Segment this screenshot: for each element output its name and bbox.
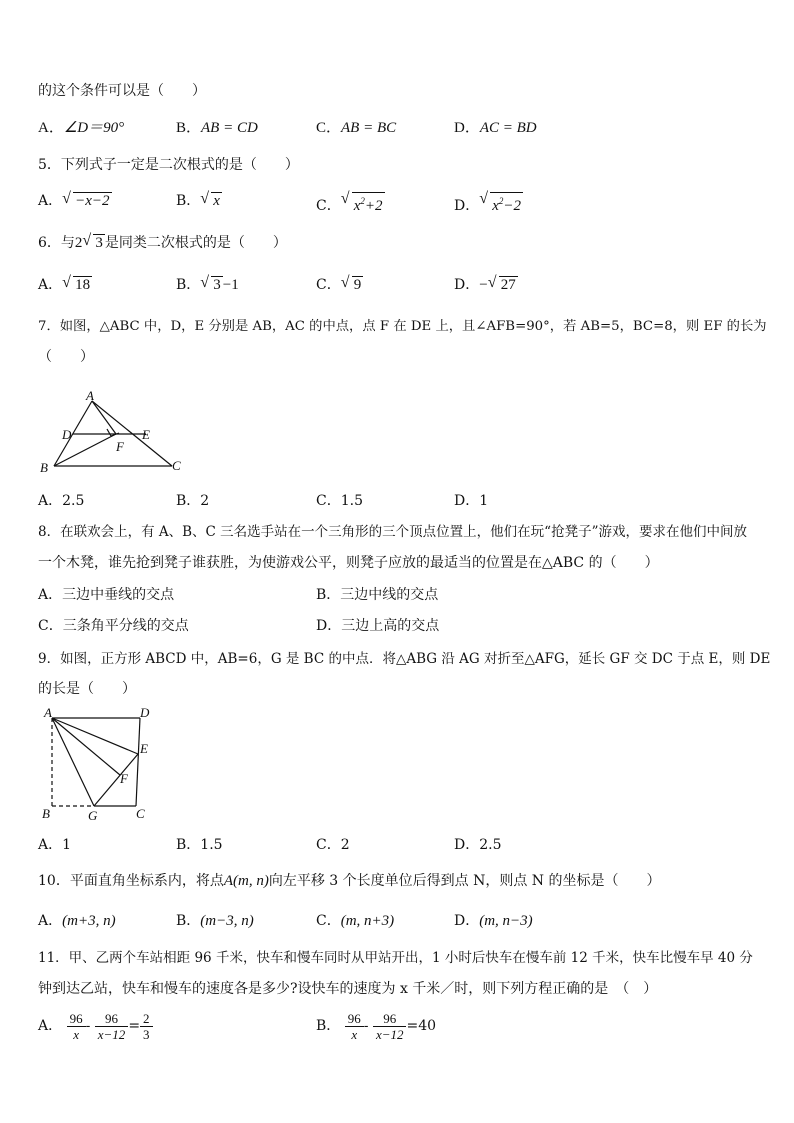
q8-stem-line1: 8．在联欢会上，有 A、B、C 三名选手站在一个三角形的三个顶点位置上，他们在玩“抢凳子”游戏，要求在他们中间放 bbox=[38, 524, 747, 540]
q9-label-g: G bbox=[88, 808, 98, 823]
q7-label-f: F bbox=[116, 439, 124, 454]
q7-option-d: D．1 bbox=[454, 493, 489, 509]
q9-label-a: A bbox=[44, 705, 52, 720]
q9-segment-ae bbox=[52, 718, 138, 754]
q7-label-d: D bbox=[62, 427, 72, 442]
q8-stem-line2: 一个木凳，谁先抢到凳子谁获胜，为使游戏公平，则凳子应放的最适当的位置是在△ABC 的（ ） bbox=[38, 555, 659, 571]
q11-option-a: A． $\frac{96}{x}$ - $\frac{96}{x-12}$ = $\frac{2}{3}$ bbox=[38, 1006, 153, 1046]
q9-segment-ge bbox=[94, 754, 138, 806]
q7-option-a: A．2.5 bbox=[38, 493, 85, 509]
q6-stem: 6．与2√ 3 是同类二次根式的是（ ） bbox=[38, 234, 287, 252]
q9-label-c: C bbox=[136, 806, 145, 821]
q10-stem: 10．平面直角坐标系内，将点A(m, n)向左平移 3 个长度单位后得到点 N，则点 N 的坐标是（ ） bbox=[38, 873, 661, 889]
q11-a-fraction-2: $\frac{96}{x-12}$ bbox=[95, 1011, 129, 1042]
q9-label-f: F bbox=[120, 771, 128, 786]
q9-segment-ag bbox=[52, 718, 94, 806]
q7-option-c: C．1.5 bbox=[316, 493, 363, 509]
q5-option-d: D．√ $x^2-2$ bbox=[454, 192, 523, 215]
q4-stem: 的这个条件可以是（ ） bbox=[38, 83, 206, 99]
q7-label-e: E bbox=[142, 427, 150, 442]
q4-option-d: D．AC = BD bbox=[454, 120, 537, 136]
q9-option-d: D．2.5 bbox=[454, 837, 502, 853]
q11-a-fraction-3: $\frac{2}{3}$ bbox=[140, 1011, 153, 1042]
q9-stem-line2: 的长是（ ） bbox=[38, 681, 136, 697]
q7-label-c: C bbox=[172, 458, 181, 473]
q4-option-a: A．∠D＝90° bbox=[38, 120, 125, 136]
q11-option-b: B． $\frac{96}{x}$ - $\frac{96}{x-12}$ =40 bbox=[316, 1010, 437, 1042]
q8-option-c: C．三条角平分线的交点 bbox=[38, 618, 189, 634]
q8-option-d: D．三边上高的交点 bbox=[316, 618, 440, 634]
q9-label-e: E bbox=[140, 741, 148, 756]
q10-option-a: A．(m+3, n) bbox=[38, 913, 116, 929]
q4-option-c: C．AB = BC bbox=[316, 120, 397, 136]
q9-segment-af bbox=[52, 718, 120, 775]
q5-option-a: A．√ −x−2 bbox=[38, 192, 112, 210]
q7-option-b: B．2 bbox=[176, 493, 210, 509]
q7-triangle-figure bbox=[36, 388, 196, 480]
q4-option-b: B．AB = CD bbox=[176, 120, 258, 136]
q9-option-b: B．1.5 bbox=[176, 837, 223, 853]
q7-label-a: A bbox=[86, 388, 94, 403]
q8-option-a: A．三边中垂线的交点 bbox=[38, 587, 175, 603]
q11-b-fraction-1: $\frac{96}{x}$ bbox=[345, 1011, 364, 1042]
q5-stem: 5．下列式子一定是二次根式的是（ ） bbox=[38, 157, 299, 173]
q6-option-d: D．−√ 27 bbox=[454, 276, 518, 294]
q7-stem-line2: （ ） bbox=[38, 349, 94, 365]
q7-stem-line1: 7．如图，△ABC 中，D，E 分别是 AB，AC 的中点，点 F 在 DE 上，且∠AFB=90°，若 AB=5，BC=8，则 EF 的长为 bbox=[38, 319, 767, 334]
q9-label-d: D bbox=[140, 705, 150, 720]
q8-option-b: B．三边中线的交点 bbox=[316, 587, 439, 603]
q6-option-c: C．√ 9 bbox=[316, 276, 363, 294]
q7-label-b: B bbox=[40, 460, 48, 475]
q9-segment-dc bbox=[136, 718, 140, 806]
q9-label-b: B bbox=[42, 806, 50, 821]
q6-option-b: B．√ 3 −1 bbox=[176, 276, 239, 294]
q9-option-c: C．2 bbox=[316, 837, 350, 853]
q11-stem-line2: 钟到达乙站，快车和慢车的速度各是多少?设快车的速度为 x 千米／时，则下列方程正确的是 （ ） bbox=[38, 981, 658, 997]
q9-square-figure bbox=[36, 704, 166, 826]
q6-option-a: A．√ 18 bbox=[38, 276, 92, 294]
q11-a-fraction-1: $\frac{96}{x}$ bbox=[67, 1011, 86, 1042]
q9-stem-line1: 9．如图，正方形 ABCD 中，AB=6，G 是 BC 的中点．将△ABG 沿 AG 对折至△AFG，延长 GF 交 DC 于点 E，则 DE bbox=[38, 651, 771, 667]
q5-option-b: B．√ x bbox=[176, 192, 222, 210]
q10-option-b: B．(m−3, n) bbox=[176, 913, 254, 929]
q11-stem-line1: 11．甲、乙两个车站相距 96 千米，快车和慢车同时从甲站开出，1 小时后快车在慢车前 12 千米，快车比慢车早 40 分 bbox=[38, 950, 753, 966]
q5-option-c: C．√ $x^2+2$ bbox=[316, 192, 385, 215]
q10-option-c: C．(m, n+3) bbox=[316, 913, 395, 929]
q9-option-a: A．1 bbox=[38, 837, 72, 853]
q11-b-fraction-2: $\frac{96}{x-12}$ bbox=[373, 1011, 407, 1042]
q10-option-d: D．(m, n−3) bbox=[454, 913, 533, 929]
